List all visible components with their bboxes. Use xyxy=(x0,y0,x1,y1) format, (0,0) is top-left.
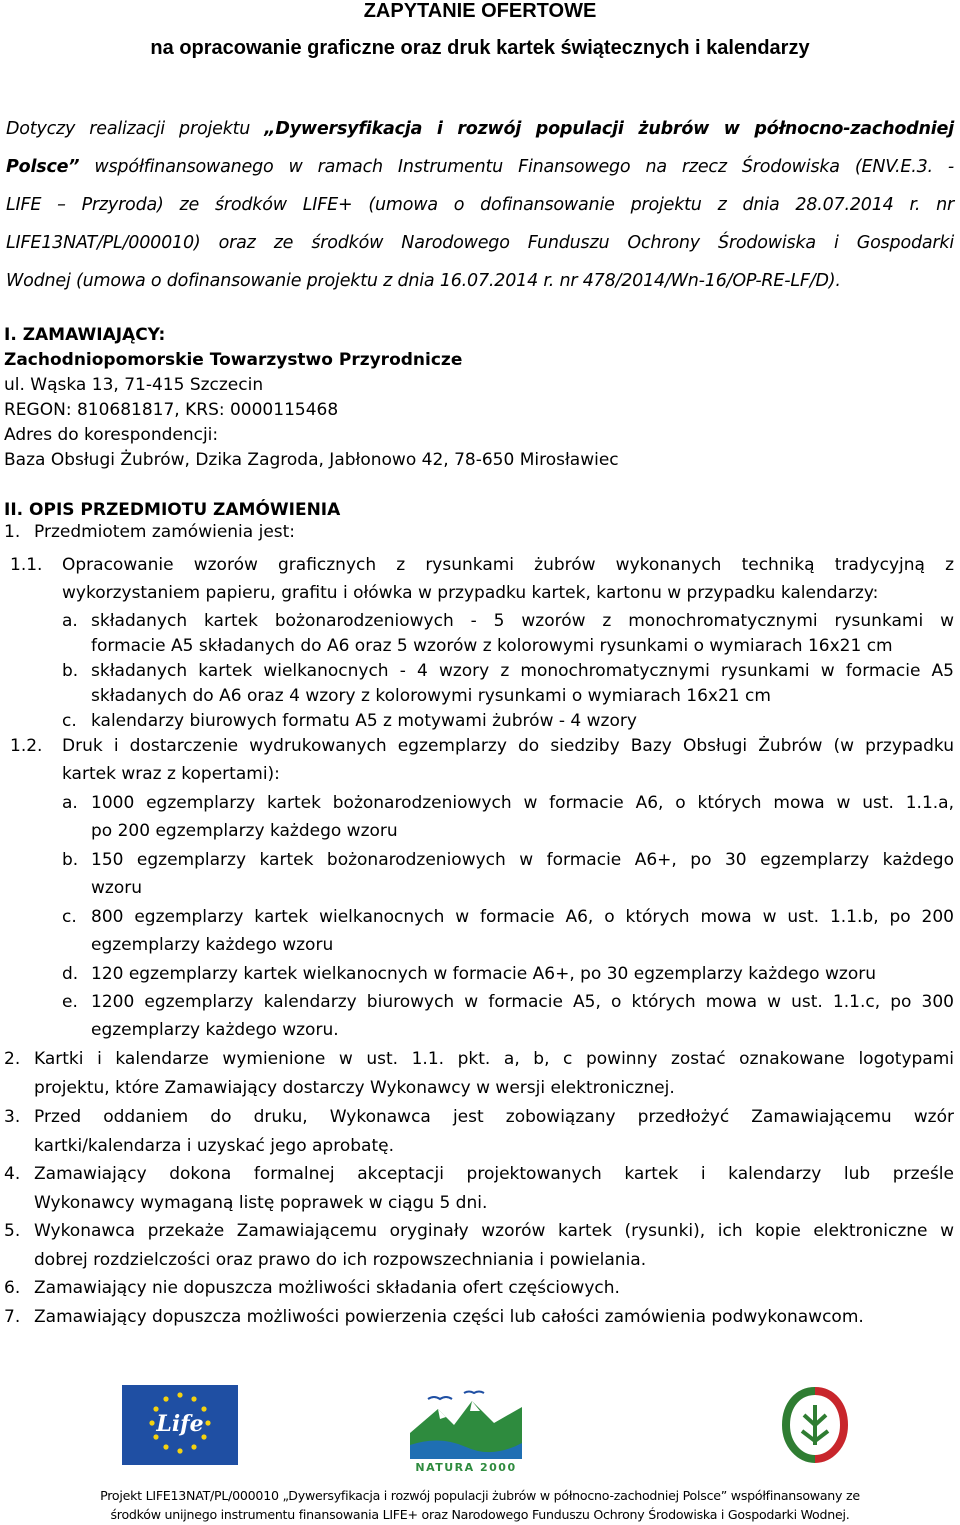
list-item-text: egzemplarzy każdego wzoru xyxy=(91,935,334,955)
list-letter: d. xyxy=(62,964,79,984)
svg-text:NATURA 2000: NATURA 2000 xyxy=(415,1461,517,1473)
list-item-text: kartek wraz z kopertami): xyxy=(62,764,280,784)
intro-line xyxy=(6,110,954,148)
section-heading-ordering-party: I. ZAMAWIAJĄCY: xyxy=(4,325,166,345)
document-subtitle: na opracowanie graficzne oraz druk kartek świątecznych i kalendarzy xyxy=(150,37,810,59)
list-item-text: kalendarzy biurowych formatu A5 z motywami żubrów - 4 wzory xyxy=(91,711,637,731)
intro-paragraph xyxy=(6,110,954,300)
list-item-text: Opracowanie wzorów graficznych z rysunkami żubrów wykonanych techniką tradycyjną z xyxy=(62,555,954,575)
section-heading-order-description: II. OPIS PRZEDMIOTU ZAMÓWIENIA xyxy=(4,500,341,520)
list-item-text: składanych do A6 oraz 4 wzory z kolorowymi rysunkami o wymiarach 16x21 cm xyxy=(91,686,771,706)
logo-bar xyxy=(0,1385,960,1485)
list-item-text: Kartki i kalendarze wymienione w ust. 1.1. pkt. a, b, c powinny zostać oznakowane logotypami xyxy=(34,1049,954,1069)
list-item-text: Przed oddaniem do druku, Wykonawca jest zobowiązany przedłożyć Zamawiającemu wzór xyxy=(34,1107,954,1127)
intro-text: Dotyczy realizacji projektu xyxy=(6,119,265,139)
intro-line: LIFE – Przyroda) ze środków LIFE+ (umowa o dofinansowanie projektu z dnia 28.07.2014 r. nr xyxy=(6,195,954,215)
intro-line: Wodnej (umowa o dofinansowanie projektu z dnia 16.07.2014 r. nr 478/2014/Wn-16/OP-RE-LF/D). xyxy=(6,271,841,291)
list-item-text: Przedmiotem zamówienia jest: xyxy=(34,522,296,542)
list-letter: e. xyxy=(62,992,78,1012)
footer-line: Projekt LIFE13NAT/PL/000010 „Dywersyfikacja i rozwój populacji żubrów w północno-zachodniej Polsce” współfinansowany ze xyxy=(100,1488,860,1503)
list-number: 6. xyxy=(4,1278,21,1298)
list-number: 2. xyxy=(4,1049,21,1069)
list-letter: a. xyxy=(62,793,78,813)
list-item-text: 1200 egzemplarzy kalendarzy biurowych w formacie A5, o których mowa w ust. 1.1.c, po 300 xyxy=(91,992,954,1012)
list-number: 4. xyxy=(4,1164,21,1184)
list-letter: b. xyxy=(62,661,79,681)
list-item-text: Zamawiający dokona formalnej akceptacji projektowanych kartek i kalendarzy lub prześle xyxy=(34,1164,954,1184)
list-item-text: składanych kartek wielkanocnych - 4 wzory z monochromatycznymi rysunkami w formacie A5 xyxy=(91,661,954,681)
life-logo-icon xyxy=(122,1385,238,1465)
organization-registry: REGON: 810681817, KRS: 0000115468 xyxy=(4,400,339,420)
natura-2000-logo-icon xyxy=(410,1385,522,1473)
list-item-text: 1000 egzemplarzy kartek bożonarodzeniowych w formacie A6, o których mowa w ust. 1.1.a, xyxy=(91,793,954,813)
list-letter: b. xyxy=(62,850,79,870)
correspondence-address: Baza Obsługi Żubrów, Dzika Zagroda, Jabłonowo 42, 78-650 Mirosławiec xyxy=(4,450,619,470)
organization-name: Zachodniopomorskie Towarzystwo Przyrodnicze xyxy=(4,350,463,370)
list-item-text: Zamawiający nie dopuszcza możliwości składania ofert częściowych. xyxy=(34,1278,620,1298)
list-item-text: 120 egzemplarzy kartek wielkanocnych w formacie A6+, po 30 egzemplarzy każdego wzoru xyxy=(91,964,876,984)
list-item-text: Druk i dostarczenie wydrukowanych egzemplarzy do siedziby Bazy Obsługi Żubrów (w przypadku xyxy=(62,736,954,756)
organization-address: ul. Wąska 13, 71-415 Szczecin xyxy=(4,375,264,395)
list-letter: c. xyxy=(62,711,77,731)
list-item-text: Wykonawca przekaże Zamawiającemu oryginały wzorów kartek (rysunki), ich kopie elektroniczne w xyxy=(34,1221,954,1241)
nfosigw-logo-icon xyxy=(778,1385,852,1465)
list-number: 1.2. xyxy=(10,736,43,756)
list-item-text: wykorzystaniem papieru, grafitu i ołówka w przypadku kartek, kartonu w przypadku kalendarzy: xyxy=(62,583,879,603)
intro-text: współfinansowanego w ramach Instrumentu Finansowego na rzecz Środowiska (ENV.E.3. - xyxy=(79,157,954,177)
list-item-text: po 200 egzemplarzy każdego wzoru xyxy=(91,821,398,841)
list-item-text: kartki/kalendarza i uzyskać jego aprobatę. xyxy=(34,1136,394,1156)
list-item-text: 800 egzemplarzy kartek wielkanocnych w formacie A6, o których mowa w ust. 1.1.b, po 200 xyxy=(91,907,954,927)
footer-note xyxy=(0,1486,960,1524)
list-number: 1. xyxy=(4,522,21,542)
intro-line xyxy=(6,148,954,186)
list-item-text: Zamawiający dopuszcza możliwości powierzenia części lub całości zamówienia podwykonawcom. xyxy=(34,1307,864,1327)
project-name-end: Polsce” xyxy=(6,157,80,177)
list-item-text: dobrej rozdzielczości oraz prawo do ich rozpowszechniania i powielania. xyxy=(34,1250,647,1270)
list-letter: a. xyxy=(62,611,78,631)
intro-line: LIFE13NAT/PL/000010) oraz ze środków Narodowego Funduszu Ochrony Środowiska i Gospodarki xyxy=(6,233,954,253)
list-number: 7. xyxy=(4,1307,21,1327)
correspondence-label: Adres do korespondencji: xyxy=(4,425,219,445)
list-item-text: Wykonawcy wymaganą listę poprawek w ciągu 5 dni. xyxy=(34,1193,488,1213)
list-item-text: składanych kartek bożonarodzeniowych - 5 wzorów z monochromatycznymi rysunkami w xyxy=(91,611,954,631)
svg-text:Life: Life xyxy=(156,1411,204,1437)
list-item-text: projektu, które Zamawiający dostarczy Wykonawcy w wersji elektronicznej. xyxy=(34,1078,675,1098)
list-item-text: formacie A5 składanych do A6 oraz 5 wzorów z kolorowymi rysunkami o wymiarach 16x21 cm xyxy=(91,636,893,656)
list-number: 1.1. xyxy=(10,555,43,575)
list-item-text: egzemplarzy każdego wzoru. xyxy=(91,1020,339,1040)
list-item-text: wzoru xyxy=(91,878,142,898)
list-letter: c. xyxy=(62,907,77,927)
list-item-text: 150 egzemplarzy kartek bożonarodzeniowych w formacie A6+, po 30 egzemplarzy każdego xyxy=(91,850,954,870)
document-title: ZAPYTANIE OFERTOWE xyxy=(363,0,597,22)
project-name: „Dywersyfikacja i rozwój populacji żubrów w północno-zachodniej xyxy=(264,119,954,139)
list-number: 3. xyxy=(4,1107,21,1127)
list-number: 5. xyxy=(4,1221,21,1241)
footer-line: środków unijnego instrumentu finansowania LIFE+ oraz Narodowego Funduszu Ochrony Środowiska i Gospodarki Wodnej. xyxy=(110,1507,850,1522)
